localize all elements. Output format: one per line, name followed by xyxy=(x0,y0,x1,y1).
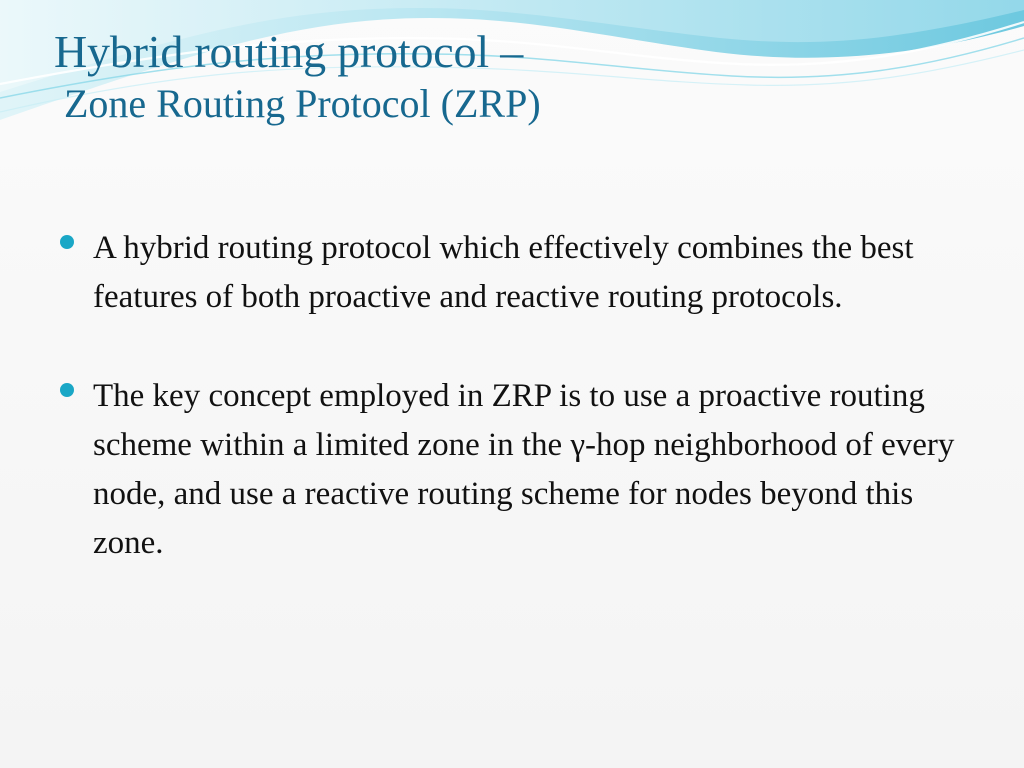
bullet-marker-icon xyxy=(60,383,74,397)
slide-title-line-2: Zone Routing Protocol (ZRP) xyxy=(64,80,541,126)
bullet-text: The key concept employed in ZRP is to use a proactive routing scheme within a limited zone in the γ-hop neighborhood of every node, and use a reactive routing scheme for nodes beyond this zone. xyxy=(93,378,955,561)
slide-title-line-1: Hybrid routing protocol – xyxy=(54,26,523,77)
bullet-list xyxy=(60,224,965,618)
bullet-item xyxy=(60,224,965,322)
bullet-marker-icon xyxy=(60,235,74,249)
bullet-item xyxy=(60,372,965,568)
slide-title xyxy=(54,26,834,126)
bullet-text: A hybrid routing protocol which effectively combines the best features of both proactive and reactive routing protocols. xyxy=(93,230,914,315)
